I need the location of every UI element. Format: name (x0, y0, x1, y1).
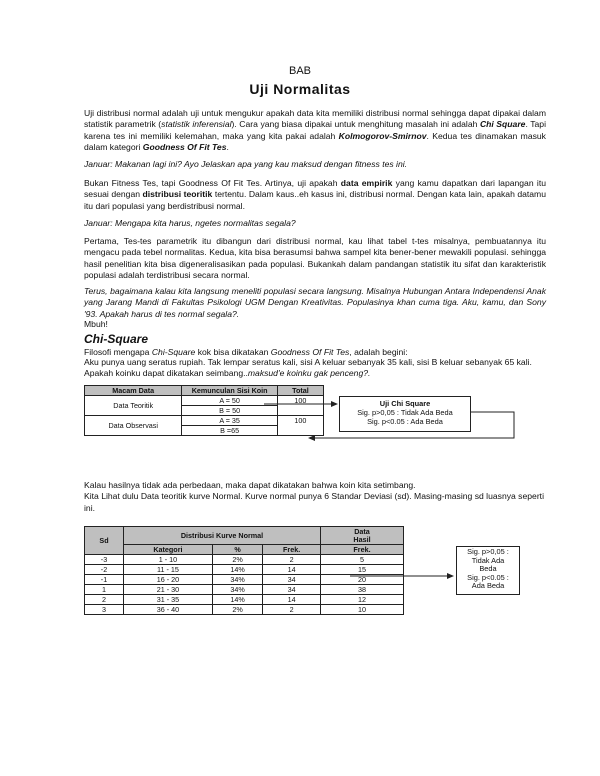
arrow-head-right (447, 573, 454, 579)
cell-observasi-b: B =65 (182, 426, 277, 436)
chi-box-title: Uji Chi Square (379, 399, 431, 408)
answer-mbuh: Mbuh! (84, 319, 108, 329)
cell-teoritik-a: A = 50 (182, 396, 277, 406)
col-header-sd: Sd (85, 527, 124, 555)
table-row: 1 21 - 30 34% 34 38 (85, 585, 404, 595)
paragraph-intro: Uji distribusi normal adalah uji untuk mengukur apakah data kita memiliki distribusi normal sehingga dapat dipakai dalam statistik parametrik (statistik inferensial). Cara yang biasa dipakai untuk menghitung masalah ini adalah Chi Square. Tapi karena tes ini memiliki kelemahan, maka yang kita pakai adalah Kolmogorov-Smirnov. Kedua tes dinamakan masuk dalam kategori Goodness Of Fit Tes. (84, 108, 546, 153)
col-header-distribusi: Distribusi Kurve Normal (124, 527, 321, 545)
table-row: -3 1 - 10 2% 2 5 (85, 555, 404, 565)
arrow-head-return (308, 435, 315, 441)
chi-philosophy-line: Filosofi mengapa Chi-Square kok bisa dikatakan Goodness Of Fit Tes, adalah begini: (84, 347, 408, 357)
col-header-total: Total (277, 386, 323, 396)
sub-header-frek: Frek. (263, 545, 321, 555)
paragraph-goodness: Bukan Fitness Tes, tapi Goodness Of Fit Tes. Artinya, uji apakah data empirik yang kamu dapatkan dari lapangan itu sesuai dengan distribusi teoritik tertentu. Dalam kaus..eh kasus ini, distribusi normal. Dengan kata lain, apakah datamu itu dari populasi yang berdistribusi normal. (84, 178, 547, 211)
arrow-head-top (331, 401, 338, 407)
section-heading-chi-square: Chi-Square (84, 332, 149, 346)
question-3: Terus, bagaimana kalau kita langsung meneliti populasi secara langsung. Misalnya Hubungan Antara Independensi Anak yang Jarang Mandi di Fakultas Psikologi UGM Dengan Kreativitas. Populasinya khan cuma tiga. Aku, kamu, dan Sony '93. Apakah harus di tes normal segala?. (84, 286, 546, 319)
after-line-1: Kalau hasilnya tidak ada perbedaan, maka dapat dikatakan bahwa koin kita setimbang. (84, 480, 416, 490)
chapter-label: BAB (288, 65, 311, 77)
cell-teoritik-total: 100 (277, 396, 323, 416)
table-row: -1 16 - 20 34% 34 20 (85, 575, 404, 585)
paragraph-after-table-1 (84, 480, 546, 514)
connector-arrows-2 (350, 540, 460, 620)
question-2: Januar: Mengapa kita harus, ngetes normalitas segala? (84, 218, 296, 228)
chi-box-line-2: Sig. p<0.05 : Ada Beda (367, 417, 443, 426)
normality-result-box: Sig. p>0,05 : Tidak Ada Beda Sig. p<0.05 : Ada Beda (456, 546, 520, 595)
question-1: Januar: Makanan lagi ini? Ayo Jelaskan apa yang kau maksud dengan fitness tes ini. (84, 159, 408, 169)
table-row: 2 31 - 35 14% 14 12 (85, 595, 404, 605)
cell-teoritik-b: B = 50 (182, 406, 277, 416)
page-title: Uji Normalitas (249, 81, 351, 97)
sub-header-persen: % (212, 545, 262, 555)
paragraph-reasons: Pertama, Tes-tes parametrik itu dibangun dari distribusi normal, kau lihat tabel t-tes misalnya, pembuatannya itu mengacu pada tebel normalitas. Kedua, kita bisa berasumsi bahwa sampel kita bener-bener mewakili populasi. sehingga hasil penelitian kita bisa digeneralisasikan pada populasi. Bukankah dalam pandangan statistik itu sifat dan karakteristik populasi adalah terdistribusi secara normal. (84, 236, 546, 281)
table-row: -2 11 - 15 14% 14 15 (85, 565, 404, 575)
sub-header-frek-hasil: Frek. (321, 545, 404, 555)
row-label-observasi: Data Observasi (85, 416, 182, 436)
cell-observasi-a: A = 35 (182, 416, 277, 426)
col-header-data-hasil: Data Hasil (321, 527, 404, 545)
row-label-teoritik: Data Teoritik (85, 396, 182, 416)
col-header-macam-data: Macam Data (85, 386, 182, 396)
chi-square-result-box (339, 396, 471, 432)
col-header-kemunculan: Kemunculan Sisi Koin (182, 386, 277, 396)
chi-box-line-1: Sig. p>0,05 : Tidak Ada Beda (357, 408, 453, 417)
cell-observasi-total: 100 (277, 416, 323, 436)
sub-header-kategori: Kategori (124, 545, 213, 555)
table-row: 3 36 - 40 2% 2 10 (85, 605, 404, 615)
after-line-2: Kita Lihat dulu Data teoritik kurve Normal. Kurve normal punya 6 Standar Deviasi (sd). Masing-masing sd luasnya seperti ini. (84, 491, 544, 513)
chi-coin-example: Aku punya uang seratus rupiah. Tak lempar seratus kali, sisi A keluar sebanyak 35 kali, sisi B keluar sebanyak 65 kali. Apakah koinku dapat dikatakan seimbang..maksud'e koinku gak penceng?. (84, 357, 532, 379)
